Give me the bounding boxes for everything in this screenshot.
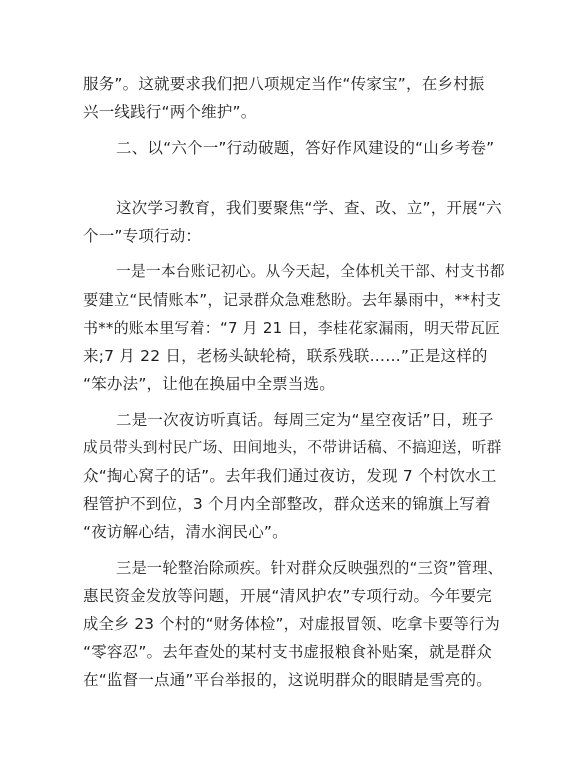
paragraph-line: 惠民资金发放等问题，开展“清风护农”专项行动。今年要完 [83,587,492,605]
paragraph-line: 这次学习教育，我们要聚焦“学、查、改、立”，开展“六 [116,199,502,217]
paragraph-line: 二是一次夜访听真话。每周三定为“星空夜话”日，班子 [116,411,494,429]
paragraph-line: “夜访解心结，清水润民心”。 [83,523,288,541]
paragraph-line: 成员带头到村民广场、田间地头，不带讲话稿、不搞迎送，听群 [83,439,502,456]
paragraph-line: 个一”专项行动： [83,227,202,245]
paragraph-line: “零容忍”。去年查处的某村支书虚报粮食补贴案，就是群众 [83,643,492,661]
paragraph-line: 要建立“民情账本”，记录群众急难愁盼。去年暴雨中，**村支 [83,291,502,309]
paragraph-line: 服务”。这就要求我们把八项规定当作“传家宝”，在乡村振 [83,75,485,93]
paragraph-line: “笨办法”，让他在换届中全票当选。 [83,375,335,393]
paragraph-line: 一是一本台账记初心。从今天起，全体机关干部、村支书都 [116,263,505,280]
paragraph-line: 书**的账本里写着：“7 月 21 日，李桂花家漏雨，明天带瓦匠 [83,319,501,337]
section-heading: 二、以“六个一”行动破题，答好作风建设的“山乡考卷” [116,139,495,157]
paragraph-line: 来;7 月 22 日，老杨头缺轮椅，联系残联……”正是这样的 [83,347,488,365]
paragraph-line: 众“掏心窝子的话”。去年我们通过夜访，发现 7 个村饮水工 [83,467,497,485]
paragraph-line: 三是一轮整治除顽疾。针对群众反映强烈的“三资”管理、 [116,559,504,577]
paragraph-line: 兴一线践行“两个维护”。 [83,103,257,121]
paragraph-line: 程管护不到位，3 个月内全部整改，群众送来的锦旗上写着 [83,495,491,513]
paragraph-line: 在“监督一点通”平台举报的，这说明群众的眼睛是雪亮的。 [83,671,492,689]
paragraph-line: 成全乡 23 个村的“财务体检”，对虚报冒领、吃拿卡要等行为 [83,615,500,633]
